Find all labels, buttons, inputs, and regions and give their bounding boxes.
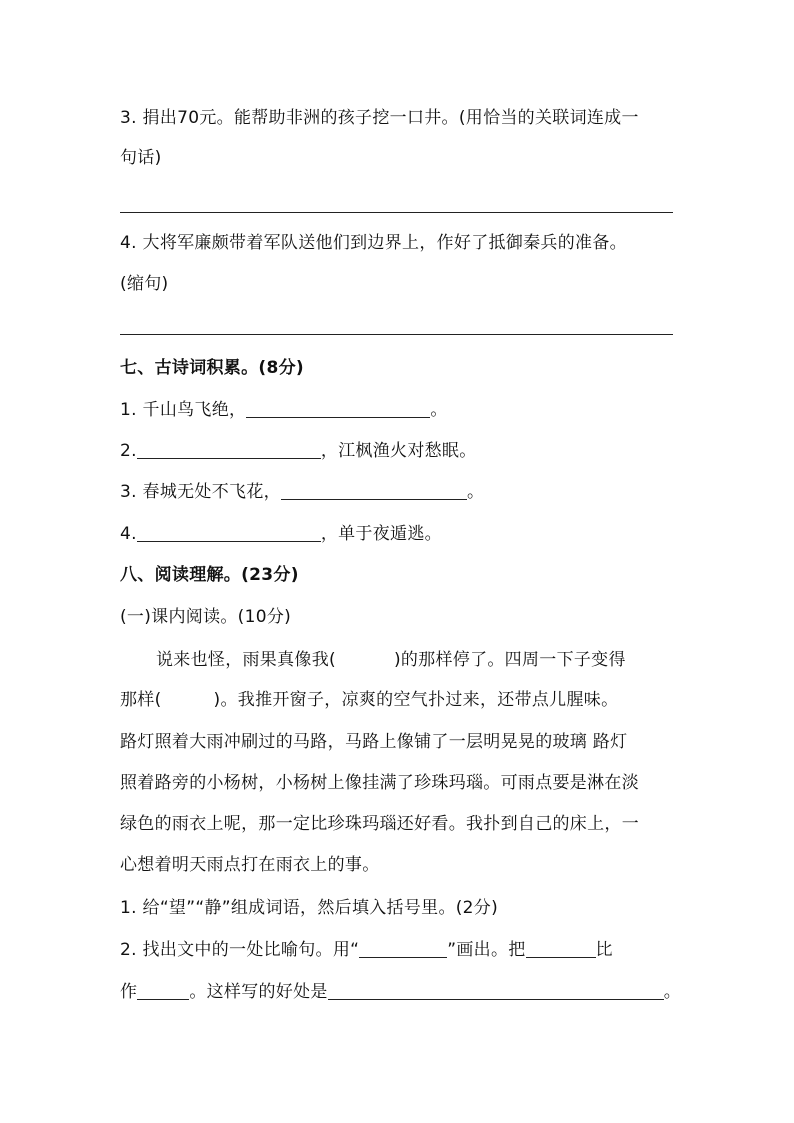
poem-blank-2[interactable]	[137, 440, 321, 459]
passage-line-1	[156, 648, 626, 672]
poem-item-3-after: 。	[466, 482, 485, 502]
rq2-part-b: ”画出。把	[447, 940, 526, 960]
passage-line-5: 绿色的雨衣上呢，那一定比珍珠玛瑙还好看。我扑到自己的床上，一	[120, 814, 639, 834]
question-3-line-1: 3. 捐出70元。能帮助非洲的孩子挖一口井。(用恰当的关联词连成一	[120, 108, 639, 128]
question-4-line-2: (缩句)	[120, 274, 169, 294]
reading-question-2-line-1	[120, 938, 613, 962]
rq2-blank-underline[interactable]	[359, 939, 447, 958]
rq2-blank-object[interactable]	[137, 981, 189, 1000]
poem-item-3-before: 3. 春城无处不飞花，	[120, 482, 281, 502]
poem-blank-1[interactable]	[246, 399, 430, 418]
section-7-heading: 七、古诗词积累。(8分)	[120, 358, 304, 378]
rq2-part-d: 作	[120, 982, 138, 1002]
rq2-part-c: 比	[595, 940, 613, 960]
poem-item-1-after: 。	[430, 400, 448, 420]
passage-line-1b: )的那样停了。四周一下子变得	[393, 650, 626, 670]
passage-line-4: 照着路旁的小杨树，小杨树上像挂满了珍珠玛瑙。可雨点要是淋在淡	[120, 773, 639, 793]
question-4-line-1: 4. 大将军廉颇带着军队送他们到边界上，作好了抵御秦兵的准备。	[120, 233, 627, 253]
rq2-part-e: 。这样写的好处是	[189, 982, 328, 1002]
rq2-blank-subject[interactable]	[526, 939, 596, 958]
subsection-heading: (一)课内阅读。(10分)	[120, 607, 292, 627]
passage-line-3: 路灯照着大雨冲刷过的马路，马路上像铺了一层明晃晃的玻璃 路灯	[120, 732, 628, 752]
poem-item-4-before: 4.	[120, 524, 137, 544]
poem-item-4-after: ，单于夜遁逃。	[320, 524, 442, 544]
passage-line-2b: )。我推开窗子，凉爽的空气扑过来，还带点儿腥味。	[213, 690, 619, 710]
poem-item-2	[120, 439, 477, 463]
poem-blank-4[interactable]	[137, 523, 321, 542]
rq2-part-f: 。	[663, 982, 682, 1002]
passage-line-2	[120, 688, 618, 712]
rq2-blank-benefit[interactable]	[328, 981, 664, 1000]
passage-line-1a: 说来也怪，雨果真像我(	[156, 650, 336, 670]
passage-line-6: 心想着明天雨点打在雨衣上的事。	[120, 855, 380, 875]
poem-item-1	[120, 398, 448, 422]
rq2-part-a: 2. 找出文中的一处比喻句。用“	[120, 940, 360, 960]
answer-line-q4[interactable]	[120, 334, 673, 335]
answer-line-q3[interactable]	[120, 212, 673, 213]
reading-question-1: 1. 给“望”“静”组成词语，然后填入括号里。(2分)	[120, 898, 499, 918]
section-8-heading: 八、阅读理解。(23分)	[120, 565, 299, 585]
poem-item-3	[120, 480, 484, 504]
passage-line-2a: 那样(	[120, 690, 162, 710]
question-3-line-2: 句话)	[120, 148, 162, 168]
poem-item-2-before: 2.	[120, 441, 137, 461]
poem-blank-3[interactable]	[281, 481, 467, 500]
reading-question-2-line-2	[120, 980, 681, 1004]
poem-item-2-after: ，江枫渔火对愁眠。	[320, 441, 477, 461]
poem-item-1-before: 1. 千山鸟飞绝，	[120, 400, 247, 420]
poem-item-4	[120, 522, 442, 546]
